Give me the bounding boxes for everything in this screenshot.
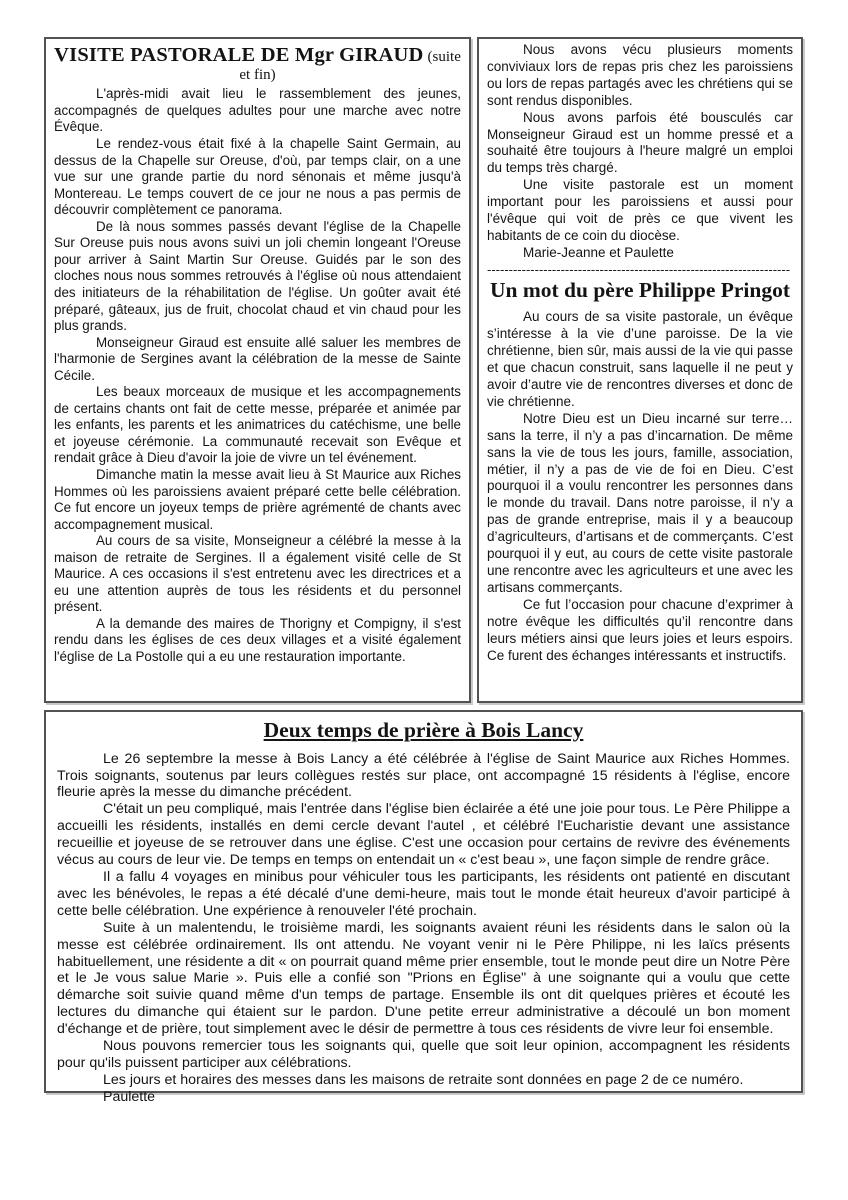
paragraph: Nous avons vécu plusieurs moments conviviaux lors de repas pris chez les paroissiens ou lors de repas partagés avec les chrétiens qui se sont rendus disponibles.: [487, 42, 793, 108]
article-title-text: VISITE PASTORALE DE Mgr GIRAUD: [54, 44, 424, 66]
article-visite-pastorale: [44, 37, 471, 703]
signature-paulette: Paulette: [103, 1088, 156, 1105]
paragraph: Les jours et horaires des messes dans les maisons de retraite sont données en page 2 de ce numéro.: [103, 1071, 744, 1088]
article-title: [54, 44, 461, 83]
article-right-column: [477, 37, 803, 703]
paragraph: Nous pouvons remercier tous les soignants qui, quelle que soit leur opinion, accompagnent les résidents pour qu'ils puissent participer aux célébrations.: [57, 1038, 790, 1071]
paragraph: A la demande des maires de Thorigny et Compigny, il s'est rendu dans les églises de ces deux villages et a visité également l'église de La Postolle qui a eu une restauration importante.: [54, 615, 461, 664]
paragraph: Notre Dieu est un Dieu incarné sur terre…sans la terre, il n’y a pas d’incarnation. De même sans la vie de tous les jours, famille, association, métier, il n’y a pas de vie de foi en Dieu. C’est pourquoi il a voulu rencontrer les personnes dans le monde du travail. Dans notre paroisse, il n’y a pas de grande entreprise, mais il y a beaucoup d’agriculteurs, d’artisans et de commerçants. C’est pourquoi il y eut, au cours de cette visite pastorale une rencontre avec les agriculteurs et une avec les artisans commerçants.: [487, 410, 793, 595]
paragraph: Ce fut l’occasion pour chacune d’exprimer à notre évêque les difficultés qu’il rencontre dans leurs métiers ainsi que leurs joies et leurs espoirs. Ce furent des échanges intéressants et instructifs.: [487, 596, 793, 663]
paragraph: Les beaux morceaux de musique et les accompagnements de certains chants ont fait de cette messe, préparée et animée par les enfants, les parents et les animatrices du catéchisme, une belle et joyeuse cérémonie. La communauté recevait son Evêque et rendait grâce à Dieu d'avoir la joie de vivre un tel événement.: [54, 384, 461, 466]
paragraph: L'après-midi avait lieu le rassemblement des jeunes, accompagnés de quelques adultes pour une marche avec notre Évêque.: [54, 86, 461, 135]
paragraph: Le rendez-vous était fixé à la chapelle Saint Germain, au dessus de la Chapelle sur Oreuse, d'où, par temps clair, on a une vue sur une grande partie du nord sénonais et même jusqu'à Montereau. Le temps couvert de ce jour ne nous a pas permis de découvrir complètement ce panorama.: [54, 136, 461, 218]
paragraph: Monseigneur Giraud est ensuite allé saluer les membres de l'harmonie de Sergines avant la célébration de la messe de Sainte Cécile.: [54, 334, 461, 383]
paragraph: Nous avons parfois été bousculés car Monseigneur Giraud est un homme pressé et a souhaité être toujours à l'heure malgré un emploi du temps très chargé.: [487, 109, 793, 176]
paragraph: Le 26 septembre la messe à Bois Lancy a été célébrée à l'église de Saint Maurice aux Riches Hommes. Trois soignants, soutenus par leurs collègues restés sur place, ont accompagné 15 résidents à l'église, encore fleurie après la messe du dimanche précédent.: [57, 750, 790, 801]
article-title-bois-lancy: Deux temps de prière à Bois Lancy: [263, 718, 584, 742]
article-deux-temps-de-priere: [44, 710, 803, 1105]
paragraph: Au cours de sa visite, Monseigneur a célébré la messe à la maison de retraite de Sergines. Il a également visité celle de St Maurice. A ces occasions il s'est entretenu avec les directrices et a eu une attention auprès de tous les résidents et du personnel présent.: [54, 533, 461, 615]
paragraph: Dimanche matin la messe avait lieu à St Maurice aux Riches Hommes où les paroissiens avaient préparé cette belle célébration. Ce fut encore un joyeux temps de prière agrémenté de chants avec accompagnement musical.: [54, 466, 461, 532]
paragraph: Au cours de sa visite pastorale, un évêque s’intéresse à la vie d’une paroisse. De la vie chrétienne, bien sûr, mais aussi de la vie qui passe et que chacun construit, sans laquelle il ne peut y avoir d’autre vie de rencontres diverses et donc de vie chrétienne.: [487, 309, 793, 409]
paragraph: De là nous sommes passés devant l'église de la Chapelle Sur Oreuse puis nous avons suivi un joli chemin longeant l'Oreuse pour arriver à Saint Martin Sur Oreuse. Guidés par le son des cloches nous nous sommes retrouvés à l'église où nous attendaient des initiateurs de la réhabilitation de l'église. Un goûter avait été préparé, gâteaux, jus de fruit, chocolat chaud et vin chaud pour les plus grands.: [54, 218, 461, 334]
paragraph: C'était un peu compliqué, mais l'entrée dans l'église bien éclairée a été une joie pour tous. Le Père Philippe a accueilli les résidents, installés en demi cercle devant l'autel , et célébré l'Eucharistie devant une assistance recueillie et joyeuse de se retrouver dans une église. C'est une occasion pour certains de revivre des événements vécus au cours de leur vie. De temps en temps on entendait un « c'est beau », une façon simple de rendre grâce.: [57, 801, 790, 869]
article-title-suffix: (suite et fin): [239, 49, 461, 84]
section-title-mot-du-pere: Un mot du père Philippe Pringot: [489, 277, 791, 302]
article-title-suffix-inner: suite et fin: [239, 49, 461, 84]
paragraph: Une visite pastorale est un moment important pour les paroissiens et aussi pour l'évêque qui voit de près ce que vivent les habitants de ce coin du diocèse.: [487, 177, 793, 243]
paragraph: Suite à un malentendu, le troisième mardi, les soignants avaient réuni les résidents dans le salon où la messe est célébrée ordinairement. Ils ont attendu. Ne voyant venir ni le Père Philippe, ni les laïcs présents habituellement, une résidente a dit « on pourrait quand même prier ensemble, tout le monde peut dire un Notre Père et le Je vous salue Marie ». Puis elle a confié son "Prions en Église" à une soignante qui a voulu que cette démarche soit suivie quand même d'un temps de partage. Ensemble ils ont dit quelques prières et écouté les lectures du dimanche qui étaient sur le pardon. D'une petite erreur administrative a découlé un bon moment d'échange et de prière, tout simplement avec le désir de permettre à tous ces résidents de vivre leur foi ensemble.: [57, 919, 790, 1038]
dashed-separator: ----------------------------------------------------------------------: [487, 261, 791, 277]
signature-marie-jeanne-paulette: Marie-Jeanne et Paulette: [523, 244, 674, 260]
paragraph: Il a fallu 4 voyages en minibus pour véhiculer tous les participants, les résidents ont patienté en discutant avec les bénévoles, le repas a été décalé d'une demi-heure, mais tout le monde était heureux d'avoir participé à cette belle célébration. Une expérience à renouveler l'été prochain.: [57, 868, 790, 919]
